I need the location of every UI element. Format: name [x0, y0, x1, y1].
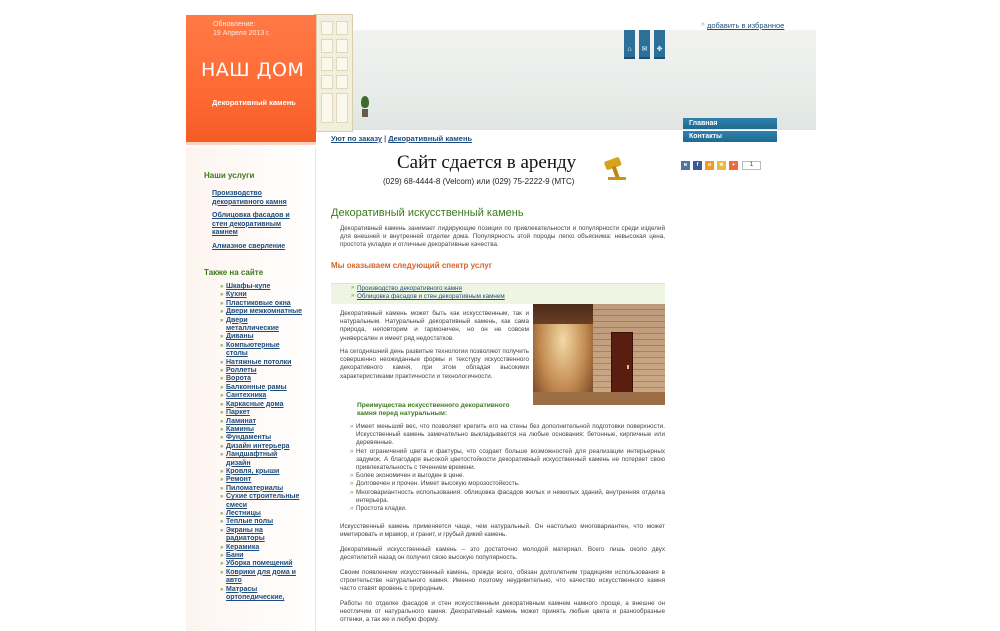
advantages-title: Преимущества искусственного декоративного камня перед натуральным: [357, 402, 510, 417]
paragraph: Искусственный камень применяется чаще, чем натуральный. Он настолько многовариантен, что может имитировать и мрамор, и гранит, и грубый дикий камень. [340, 523, 665, 539]
facebook-icon[interactable]: f [693, 161, 702, 170]
service-link[interactable]: Облицовка фасадов и стен декоративным камнем [357, 293, 505, 300]
sitemap-icon[interactable]: ✥ [654, 30, 665, 59]
vk-icon[interactable]: в [681, 161, 690, 170]
plant-illustration [360, 96, 370, 118]
arrow-icon: » [351, 293, 355, 299]
also-link[interactable]: » Сантехника [226, 392, 302, 400]
paragraph: На сегодняшний день развитые технологии позволяют получить совершенно неожиданные формы и текстуру искусственного декоративного камня, при этом обладая высокими характеристиками практичности и технологичности. [340, 348, 529, 380]
also-link[interactable]: » Кухни [226, 291, 302, 299]
gavel-icon [602, 157, 632, 181]
advantage-item: » Простота кладки. [351, 505, 665, 513]
also-link[interactable]: » Ворота [226, 375, 302, 383]
services-title: Мы оказываем следующий спектр услуг [331, 261, 493, 270]
breadcrumb-link[interactable]: Декоративный камень [388, 134, 473, 143]
service-link[interactable]: Производство декоративного камня [212, 190, 287, 206]
also-link[interactable]: » Ламинат [226, 418, 302, 426]
also-link[interactable]: » Экраны на радиаторы [226, 527, 302, 544]
update-date: 19 Апреля 2013 г. [213, 30, 270, 37]
also-list [226, 283, 302, 602]
also-link[interactable]: » Уборка помещений [226, 560, 302, 568]
also-link[interactable]: » Кровля, крыши [226, 468, 302, 476]
mail-icon[interactable]: ✉ [639, 30, 650, 59]
also-link[interactable]: » Двери межкомнатные [226, 308, 302, 316]
also-link[interactable]: » Ремонт [226, 476, 302, 484]
logo-subtitle: Декоративный камень [212, 98, 296, 107]
nav-contacts[interactable]: Контакты [683, 131, 777, 142]
service-link[interactable]: Производство декоративного камня [357, 285, 462, 292]
advantage-item: » Долговечен и прочен. Имеет высокую морозостойкость. [351, 480, 665, 488]
services-heading: Наши услуги [204, 171, 255, 180]
also-heading: Также на сайте [204, 268, 264, 277]
also-link[interactable]: » Фундаменты [226, 434, 302, 442]
advantage-item: » Нет ограничений цвета и фактуры, что создает больше возможностей для реализации интерьерных задумок. А благодаря высокой цветостойкости декоративный искусственный камень не потеряет свою привлекательность с течением времени. [351, 448, 665, 473]
rent-title: Сайт сдается в аренду [397, 152, 577, 173]
also-link[interactable]: » Дизайн интерьера [226, 443, 302, 451]
arrow-icon: » [351, 285, 355, 291]
interior-photo [533, 304, 665, 405]
also-link[interactable]: » Пиломатериалы [226, 485, 302, 493]
page-title: Декоративный искусственный камень [331, 207, 524, 219]
also-link[interactable]: » Бани [226, 552, 302, 560]
arrow-icon: » [701, 21, 705, 28]
logo-block[interactable] [186, 15, 316, 145]
also-link[interactable]: » Натяжные потолки [226, 359, 302, 367]
also-link[interactable]: » Двери металлические [226, 317, 302, 334]
also-link[interactable]: » Балконные рамы [226, 384, 302, 392]
also-link[interactable]: » Роллеты [226, 367, 302, 375]
logo-text[interactable]: НАШ ДОМ [201, 59, 305, 81]
nav-home[interactable]: Главная [683, 118, 777, 129]
star-icon[interactable]: ★ [717, 161, 726, 170]
also-link[interactable]: » Шкафы-купе [226, 283, 302, 291]
also-link[interactable]: » Каркасные дома [226, 401, 302, 409]
also-link[interactable]: » Пластиковые окна [226, 300, 302, 308]
advantage-item: » Многовариантность использования: облицовка фасадов жилых и нежилых зданий, внутренняя отделка интерьера. [351, 489, 665, 505]
rent-phone: (029) 68-4444-8 (Velcom) или (029) 75-2222-9 (МТС) [383, 177, 575, 186]
advantages-list [351, 423, 665, 513]
also-link[interactable]: » Компьютерные столы [226, 342, 302, 359]
add-to-favorites-link[interactable]: добавить в избранное [707, 21, 785, 30]
update-info [213, 20, 270, 38]
update-label: Обновление: [213, 21, 256, 28]
also-link[interactable]: » Диваны [226, 333, 302, 341]
also-link[interactable]: » Коврики для дома и авто [226, 569, 302, 586]
paragraph: Своим появлением искусственный камень, прежде всего, обязан долголетним традициям использования в строительстве натурального камня. Именно поэтому неудивительно, что качество искусственного камня часто ставят вровень с природным. [340, 569, 665, 593]
also-link[interactable]: » Матрасы ортопедические, [226, 586, 302, 603]
intro-paragraph: Декоративный камень занимает лидирующие позиции по привлекательности и популярности среди изделий для внешней и внутренней отделки дома. Популярность этой породы легко объяснима: невысокая цена, простота укладки и отличные декоративные качества. [340, 225, 665, 249]
home-icon[interactable]: ⌂ [624, 30, 635, 59]
advantage-item: » Более экономичен и выгоден в цене. [351, 472, 665, 480]
also-link[interactable]: » Теплые полы [226, 518, 302, 526]
also-link[interactable]: » Сухие строительные смеси [226, 493, 302, 510]
paragraph: Декоративный искусственный камень – это достаточно молодой материал. Всего лишь около двух десятилетий назад он получил свою высокую популярность. [340, 546, 665, 562]
breadcrumb: Уют по заказу | Декоративный камень [331, 134, 473, 143]
share-count: 1 [742, 161, 761, 170]
service-link[interactable]: Облицовка фасадов и стен декоративным камнем [212, 212, 290, 236]
also-link[interactable]: » Паркет [226, 409, 302, 417]
advantage-item: » Имеет меньший вес, что позволяет крепить его на стены без дополнительной подготовки поверхности. Искусственный камень замечательно выкладывается на любые основания: бетонные, кирпичные или деревянные. [351, 423, 665, 448]
paragraph: Работы по отделке фасадов и стен искусственным декоративным камнем намного проще, а внешне он неотличим от натурального камня. Декоративный камень может принять любые цвета и разнообразные оттенки, а так же и любую форму. [340, 600, 665, 624]
also-link[interactable]: » Камины [226, 426, 302, 434]
also-link[interactable]: » Керамика [226, 544, 302, 552]
paragraph: Декоративный камень может быть как искусственным, так и натуральным. Натуральный декоративный камень, как сама природа, неповторим и гармоничен, но он не совсем универсален и имеет ряд недостатков. [340, 310, 529, 342]
also-link[interactable]: » Ландшафтный дизайн [226, 451, 302, 468]
door-illustration [316, 14, 353, 132]
plus-icon[interactable]: + [729, 161, 738, 170]
service-link[interactable]: Алмазное сверление [212, 243, 286, 250]
breadcrumb-link[interactable]: Уют по заказу [331, 134, 383, 143]
also-link[interactable]: » Лестницы [226, 510, 302, 518]
odnoklassniki-icon[interactable]: о [705, 161, 714, 170]
